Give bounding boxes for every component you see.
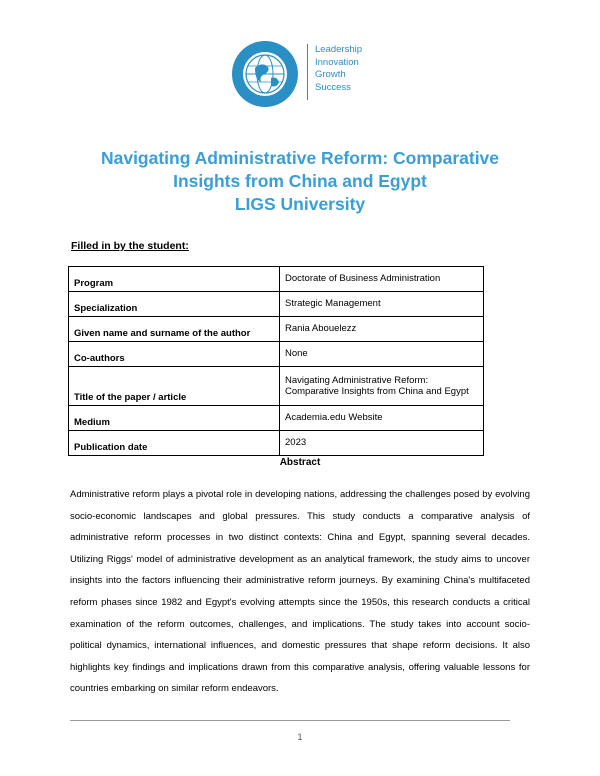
logo-tagline xyxy=(315,44,362,94)
title-line: Insights from China and Egypt xyxy=(173,171,427,191)
table-row xyxy=(69,406,484,431)
page-number: 1 xyxy=(297,732,303,742)
logo-divider xyxy=(307,44,308,100)
row-key: Given name and surname of the author xyxy=(69,317,280,342)
footer-divider xyxy=(70,720,510,721)
logo-word: Growth xyxy=(315,69,346,81)
row-key: Program xyxy=(69,267,280,292)
title-line: Navigating Administrative Reform: Comparative xyxy=(100,148,500,168)
row-value: Academia.edu Website xyxy=(280,406,484,431)
table-row xyxy=(69,367,484,406)
row-key: Co-authors xyxy=(69,342,280,367)
logo-word: Leadership xyxy=(315,44,363,55)
title-line: LIGS University xyxy=(234,194,366,214)
row-value-line: Navigating Administrative Reform: xyxy=(285,374,429,386)
logo-word: Success xyxy=(315,81,351,93)
row-value-line: Comparative Insights from China and Egypt xyxy=(285,386,469,397)
abstract-heading: Abstract xyxy=(279,457,321,468)
row-value: Strategic Management xyxy=(280,292,484,317)
abstract-body: Administrative reform plays a pivotal role in developing nations, addressing the challenges posed by evolving socio-economic landscapes and global pressures. This study conducts a comparative analysis of administrative reform processes in two distinct contexts: China and Egypt, spanning several decades. Utilizing Riggs' model of administrative development as an analytical framework, the study aims to uncover insights into the factors influencing their administrative reform journeys. By examining China's multifaceted reform phases since 1982 and Egypt's evolving attempts since the 1950s, this research conducts a critical examination of the reform outcomes, challenges, and implications. The study takes into account socio-political dynamics, international influences, and domestic pressures that shape reform decisions. It also highlights key findings and implications drawn from this comparative analysis, offering valuable lessons for countries embarking on similar reform endeavors. xyxy=(70,489,530,695)
logo-word: Innovation xyxy=(315,56,359,68)
table-row xyxy=(69,317,484,342)
table-row xyxy=(69,267,484,292)
university-logo xyxy=(231,40,371,108)
row-value: Rania Abouelezz xyxy=(280,317,484,342)
row-value: None xyxy=(280,342,484,367)
table-row xyxy=(69,342,484,367)
filled-in-label: Filled in by the student: xyxy=(71,240,189,252)
row-value xyxy=(280,367,484,406)
row-key: Medium xyxy=(69,406,280,431)
row-key: Title of the paper / article xyxy=(69,367,280,406)
row-value: Doctorate of Business Administration xyxy=(280,267,484,292)
table-row xyxy=(69,292,484,317)
table-row xyxy=(69,431,484,456)
document-title xyxy=(60,147,540,216)
row-key: Specialization xyxy=(69,292,280,317)
globe-seal-icon xyxy=(231,40,299,108)
row-key: Publication date xyxy=(69,431,280,456)
row-value: 2023 xyxy=(280,431,484,456)
metadata-table xyxy=(68,266,484,456)
